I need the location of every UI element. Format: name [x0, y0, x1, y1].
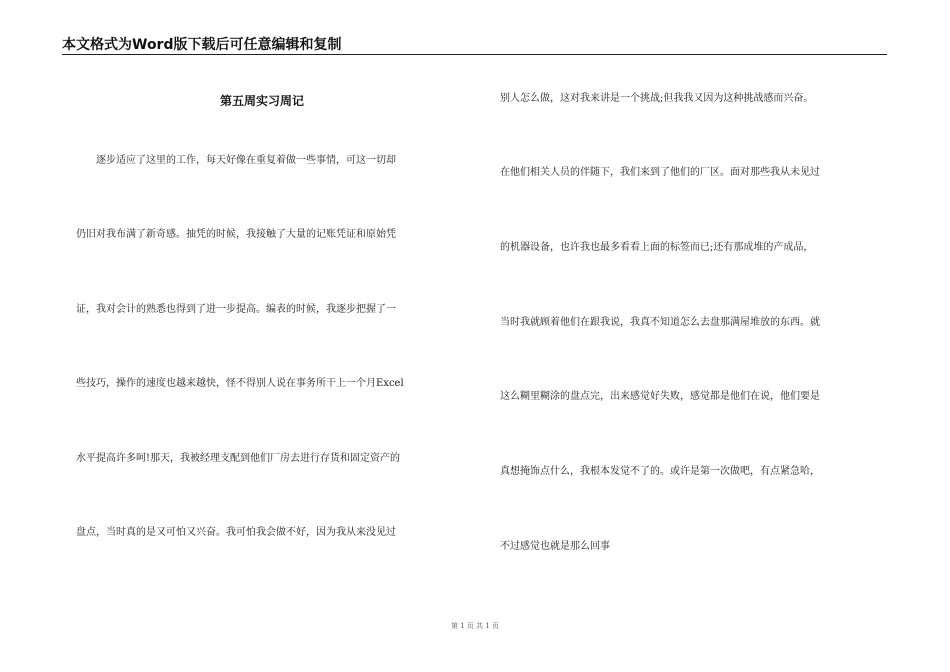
- left-line-1: 逐步适应了这里的工作，每天好像在重复着做一些事情，可这一切却: [96, 155, 396, 166]
- right-line-1: 别人怎么做，这对我来讲是一个挑战;但我我又因为这种挑战感而兴奋。: [500, 93, 814, 104]
- left-line-4: 些技巧，操作的速度也越来越快，怪不得别人说在事务所干上一个月Excel: [76, 378, 404, 389]
- left-line-3: 证，我对会计的熟悉也得到了进一步提高。编表的时候，我逐步把握了一: [76, 304, 396, 315]
- page-number: 第 1 页 共 1 页: [450, 622, 500, 630]
- document-title: 第五周实习周记: [219, 94, 304, 108]
- left-line-6: 盘点，当时真的是又可怕又兴奋。我可怕我会做不好，因为我从来没见过: [76, 527, 396, 538]
- right-line-3: 的机器设备，也许我也最多看看上面的标签而已;还有那成堆的产成品，: [500, 242, 814, 253]
- right-line-6: 真想掩饰点什么，我根本发觉不了的。或许是第一次做吧，有点紧急哈，: [500, 466, 820, 477]
- right-line-5: 这么糊里糊涂的盘点完，出来感觉好失败，感觉都是他们在说，他们要是: [500, 391, 820, 402]
- left-line-5: 水平提高许多呵!那天，我被经理支配到他们厂房去进行存货和固定资产的: [76, 453, 401, 464]
- document-banner: 本文格式为Word版下载后可任意编辑和复制: [62, 37, 342, 53]
- right-line-7: 不过感觉也就是那么回事: [500, 541, 610, 552]
- left-line-2: 仍旧对我布满了新奇感。抽凭的时候，我接触了大量的记账凭证和原始凭: [76, 229, 396, 240]
- header-divider: [62, 54, 887, 55]
- right-line-4: 当时我就顾着他们在跟我说，我真不知道怎么去盘那满屋堆放的东西。就: [500, 317, 820, 328]
- right-line-2: 在他们相关人员的伴随下，我们来到了他们的厂区。面对那些我从未见过: [500, 167, 820, 178]
